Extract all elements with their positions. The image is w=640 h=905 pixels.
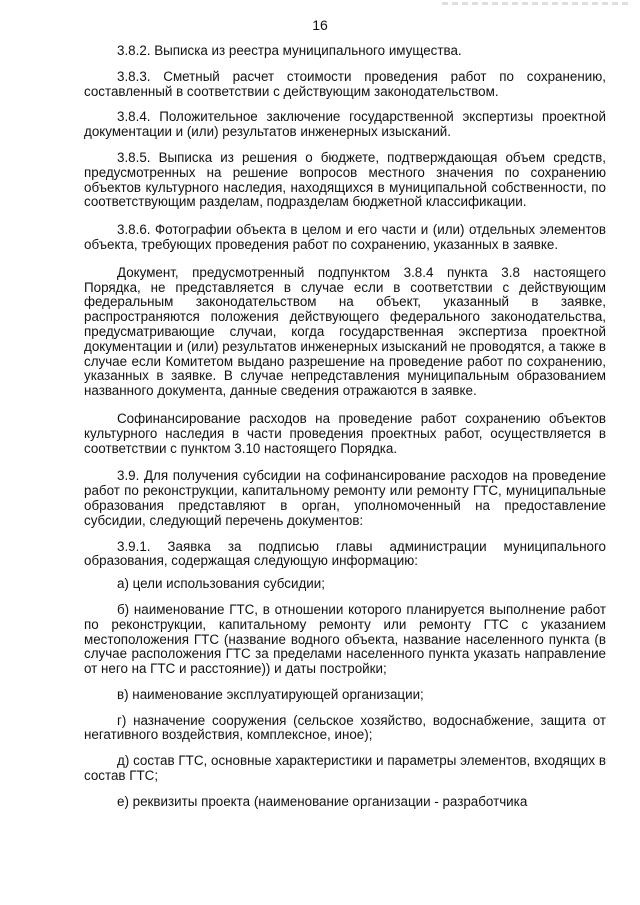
- paragraph-3-8-4: 3.8.4. Положительное заключение государственной экспертизы проектной документации и (или) результатов инженерных изысканий.: [84, 109, 606, 140]
- list-item-g: г) назначение сооружения (сельское хозяйство, водоснабжение, защита от негативного воздействия, комплексное, иное);: [84, 712, 606, 743]
- page-number: 16: [312, 17, 328, 33]
- paragraph-3-9-1: 3.9.1. Заявка за подписью главы администрации муниципального образования, содержащая следующую информацию:: [84, 538, 606, 569]
- list-item-v: в) наименование эксплуатирующей организации;: [117, 686, 424, 702]
- paragraph-cofinancing: Софинансирование расходов на проведение работ сохранению объектов культурного наследия в части проведения проектных работ, осуществляется в соответствии с пунктом 3.10 настоящего Порядка.: [84, 410, 606, 456]
- paragraph-3-8-2: 3.8.2. Выписка из реестра муниципального имущества.: [117, 43, 462, 58]
- list-item-d: д) состав ГТС, основные характеристики и параметры элементов, входящих в состав ГТС;: [84, 753, 606, 784]
- paragraph-3-8-5: 3.8.5. Выписка из решения о бюджете, подтверждающая объем средств, предусмотренных на решение вопросов местного значения по сохранению объектов культурного наследия, находящихся в муниципальной собственности, по соответствующим разделам, подразделам бюджетной классификации.: [84, 149, 606, 210]
- paragraph-3-8-6: 3.8.6. Фотографии объекта в целом и его части и (или) отдельных элементов объекта, требующих проведения работ по сохранению, указанных в заявке.: [84, 222, 606, 252]
- paragraph-3-8-3: 3.8.3. Сметный расчет стоимости проведения работ по сохранению, составленный в соответствии с действующим законодательством.: [84, 68, 606, 99]
- list-item-a: а) цели использования субсидии;: [117, 576, 325, 592]
- paragraph-3-9: 3.9. Для получения субсидии на софинансирование расходов на проведение работ по реконструкции, капитальному ремонту или ремонту ГТС, муниципальные образования представляют в орган, уполномоченный на предоставление субсидии, следующий перечень документов:: [84, 468, 606, 528]
- list-item-b: б) наименование ГТС, в отношении которого планируется выполнение работ по реконструкции, капитальному ремонту или ремонту ГТС с указанием местоположения ГТС (название водного объекта, название населенного пункта (в случае расположения ГТС за пределами населенного пункта указать направление от него на ГТС и расстояние)) и даты постройки;: [84, 601, 606, 677]
- scan-artifact: [442, 2, 632, 5]
- paragraph-document-exemption: Документ, предусмотренный подпунктом 3.8.4 пункта 3.8 настоящего Порядка, не представляется в случае если в соответствии с действующим федеральным законодательством на объект, указанный в заявке, распространяются положения действующего федерального законодательства, предусматривающие случаи, когда государственная экспертиза проектной документации и (или) результатов инженерных изысканий не проводятся, а также в случае если Комитетом выдано разрешение на проведение работ по сохранению, указанных в заявке. В случае непредставления муниципальным образованием названного документа, данные сведения отражаются в заявке.: [84, 264, 606, 399]
- list-item-e: е) реквизиты проекта (наименование организации - разработчика: [117, 793, 528, 809]
- document-body: [84, 44, 606, 810]
